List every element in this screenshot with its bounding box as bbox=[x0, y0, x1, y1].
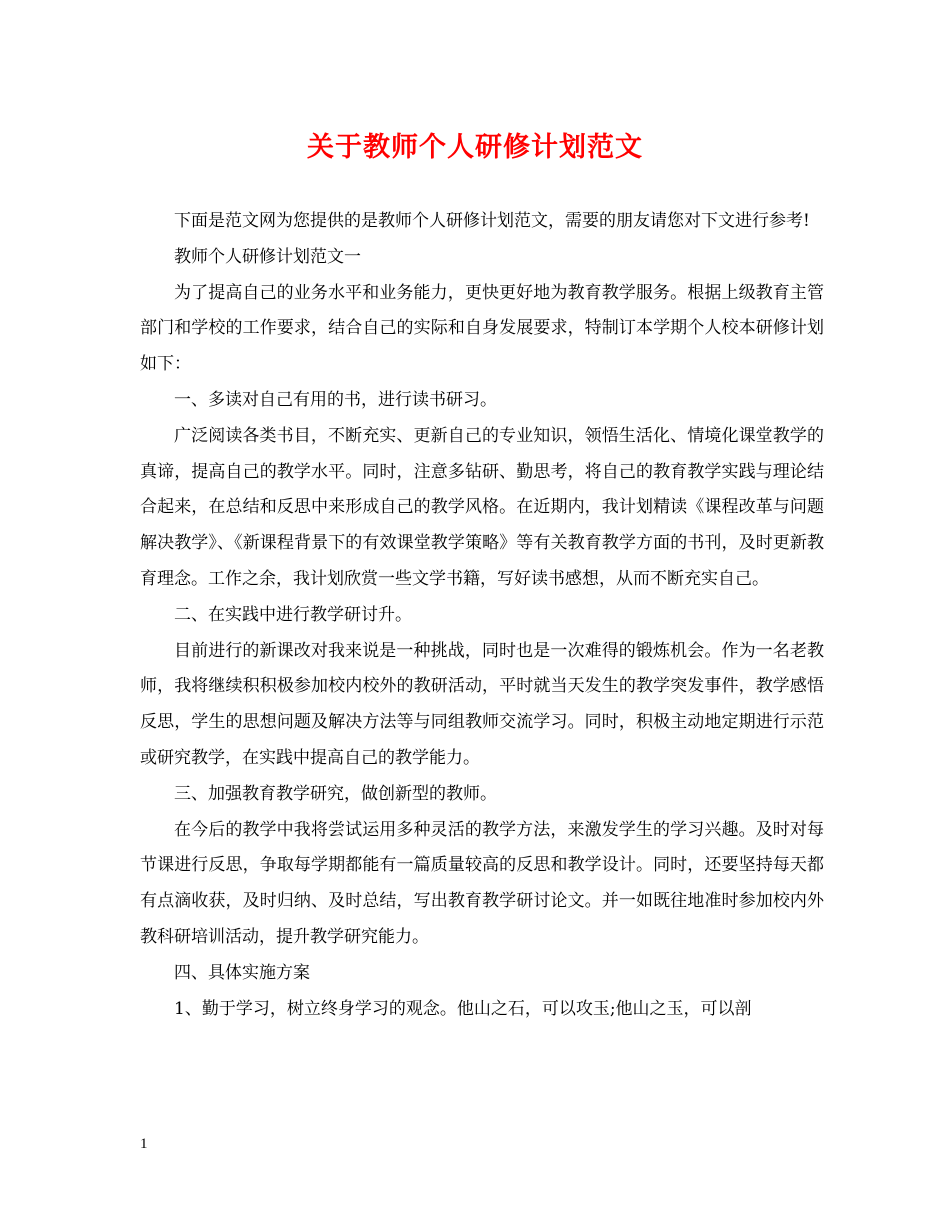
section-heading-1: 一、多读对自己有用的书，进行读书研习。 bbox=[174, 389, 497, 410]
paragraph-sample-heading: 教师个人研修计划范文一 bbox=[174, 246, 361, 267]
document-body bbox=[140, 204, 824, 1027]
paragraph-research: 在今后的教学中我将尝试运用多种灵活的教学方法，来激发学生的学习兴趣。及时对每节课进行反思，争取每学期都能有一篇质量较高的反思和教学设计。同时，还要坚持每天都有点滴收获，及时归纳、及时总结，写出教育教学研讨论文。并一如既往地准时参加校内外教科研培训活动，提升教学研究能力。 bbox=[140, 819, 824, 947]
section-heading-2: 二、在实践中进行教学研讨升。 bbox=[174, 604, 412, 625]
paragraph-reading: 广泛阅读各类书目，不断充实、更新自己的专业知识，领悟生活化、情境化课堂教学的真谛，提高自己的教学水平。同时，注意多钻研、勤思考，将自己的教育教学实践与理论结合起来，在总结和反思中来形成自己的教学风格。在近期内，我计划精读《课程改革与问题解决教学》、《新课程背景下的有效课堂教学策略》等有关教育教学方面的书刊，及时更新教育理念。工作之余，我计划欣赏一些文学书籍，写好读书感想，从而不断充实自己。 bbox=[140, 425, 824, 589]
paragraph-purpose: 为了提高自己的业务水平和业务能力，更快更好地为教育教学服务。根据上级教育主管部门和学校的工作要求，结合自己的实际和自身发展要求，特制订本学期个人校本研修计划如下： bbox=[140, 282, 824, 375]
paragraph-intro: 下面是范文网为您提供的是教师个人研修计划范文，需要的朋友请您对下文进行参考! bbox=[174, 211, 810, 231]
document-title: 关于教师个人研修计划范文 bbox=[307, 132, 643, 163]
section-heading-4: 四、具体实施方案 bbox=[174, 962, 310, 983]
page-number: 1 bbox=[140, 1136, 148, 1152]
section-heading-3: 三、加强教育教学研究，做创新型的教师。 bbox=[174, 783, 497, 804]
paragraph-practice: 目前进行的新课改对我来说是一种挑战，同时也是一次难得的锻炼机会。作为一名老教师，我将继续积积极参加校内校外的教研活动，平时就当天发生的教学突发事件，教学感悟反思，学生的思想问题及解决方法等与同组教师交流学习。同时，积极主动地定期进行示范或研究教学，在实践中提高自己的教学能力。 bbox=[140, 640, 824, 768]
paragraph-implementation-1: 1、勤于学习，树立终身学习的观念。他山之石，可以攻玉;他山之玉，可以剖 bbox=[174, 998, 752, 1019]
